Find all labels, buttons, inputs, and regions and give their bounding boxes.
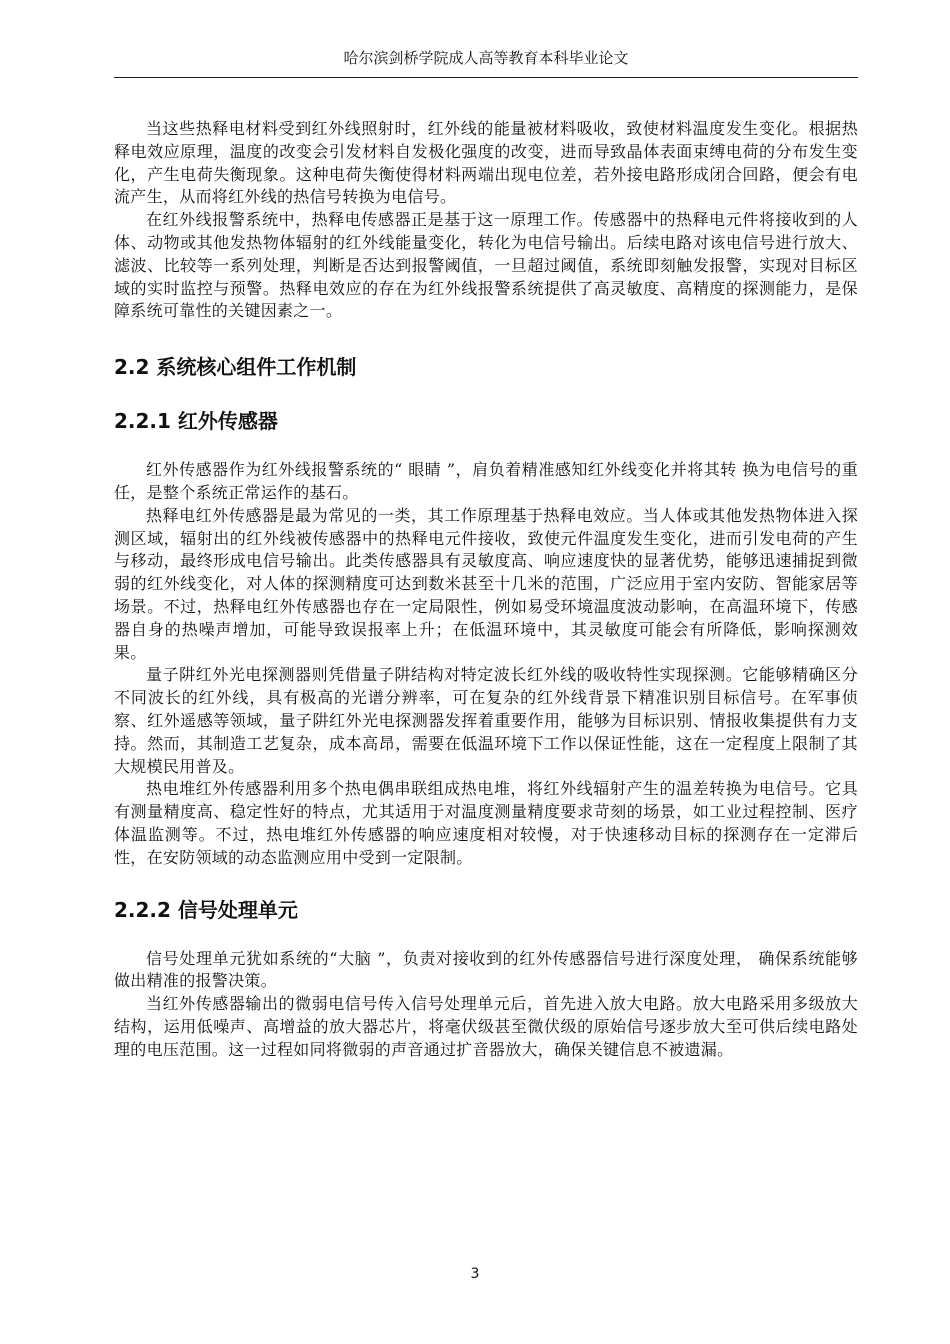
body-paragraph: 量子阱红外光电探测器则凭借量子阱结构对特定波长红外线的吸收特性实现探测。它能够精确区分不同波长的红外线，具有极高的光谱分辨率，可在复杂的红外线背景下精准识别目标信号。在军事侦察、红外遥感等领域，量子阱红外光电探测器发挥着重要作用，能够为目标识别、情报收集提供有力支持。然而，其制造工艺复杂，成本高昂，需要在低温环境下工作以保证性能，这在一定程度上限制了其大规模民用普及。 <box>114 665 858 776</box>
body-paragraph: 在红外线报警系统中，热释电传感器正是基于这一原理工作。传感器中的热释电元件将接收到的人体、动物或其他发热物体辐射的红外线能量变化，转化为电信号输出。后续电路对该电信号进行放大、滤波、比较等一系列处理，判断是否达到报警阈值，一旦超过阈值，系统即刻触发报警，实现对目标区域的实时监控与预警。热释电效应的存在为红外线报警系统提供了高灵敏度、高精度的探测能力，是保障系统可靠性的关键因素之一。 <box>114 210 858 321</box>
section-heading-2-2: 2.2 系统核心组件工作机制 <box>114 355 357 380</box>
section-heading-2-2-1: 2.2.1 红外传感器 <box>114 409 278 434</box>
body-paragraph: 热释电红外传感器是最为常见的一类，其工作原理基于热释电效应。当人体或其他发热物体进入探测区域，辐射出的红外线被传感器中的热释电元件接收，致使元件温度发生变化，进而引发电荷的产生与移动，最终形成电信号输出。此类传感器具有灵敏度高、响应速度快的显著优势，能够迅速捕捉到微弱的红外线变化，对人体的探测精度可达到数米甚至十几米的范围，广泛应用于室内安防、智能家居等场景。不过，热释电红外传感器也存在一定局限性，例如易受环境温度波动影响，在高温环境下，传感器自身的热噪声增加，可能导致误报率上升；在低温环境中，其灵敏度可能会有所降低，影响探测效果。 <box>114 505 858 662</box>
page-number: 3 <box>470 1266 480 1282</box>
page-header-title: 哈尔滨剑桥学院成人高等教育本科毕业论文 <box>343 49 629 67</box>
body-paragraph: 当红外传感器输出的微弱电信号传入信号处理单元后，首先进入放大电路。放大电路采用多级放大结构，运用低噪声、高增益的放大器芯片，将毫伏级甚至微伏级的原始信号逐步放大至可供后续电路处理的电压范围。这一过程如同将微弱的声音通过扩音器放大，确保关键信息不被遗漏。 <box>114 994 858 1059</box>
body-paragraph: 热电堆红外传感器利用多个热电偶串联组成热电堆，将红外线辐射产生的温差转换为电信号。它具有测量精度高、稳定性好的特点，尤其适用于对温度测量精度要求苛刻的场景，如工业过程控制、医疗体温监测等。不过，热电堆红外传感器的响应速度相对较慢，对于快速移动目标的探测存在一定滞后性，在安防领域的动态监测应用中受到一定限制。 <box>114 779 858 867</box>
page-body <box>114 118 858 1062</box>
header-divider <box>114 77 858 78</box>
section-heading-2-2-2: 2.2.2 信号处理单元 <box>114 897 298 922</box>
body-paragraph: 红外传感器作为红外线报警系统的“ 眼睛 ”，肩负着精准感知红外线变化并将其转 换为电信号的重任，是整个系统正常运作的基石。 <box>114 460 858 502</box>
body-paragraph: 信号处理单元犹如系统的“大脑 ”，负责对接收到的红外传感器信号进行深度处理， 确保系统能够做出精准的报警决策。 <box>114 948 858 991</box>
body-paragraph: 当这些热释电材料受到红外线照射时，红外线的能量被材料吸收，致使材料温度发生变化。根据热释电效应原理，温度的改变会引发材料自发极化强度的改变，进而导致晶体表面束缚电荷的分布发生变化，产生电荷失衡现象。这种电荷失衡使得材料两端出现电位差，若外接电路形成闭合回路，便会有电流产生，从而将红外线的热信号转换为电信号。 <box>114 119 858 207</box>
